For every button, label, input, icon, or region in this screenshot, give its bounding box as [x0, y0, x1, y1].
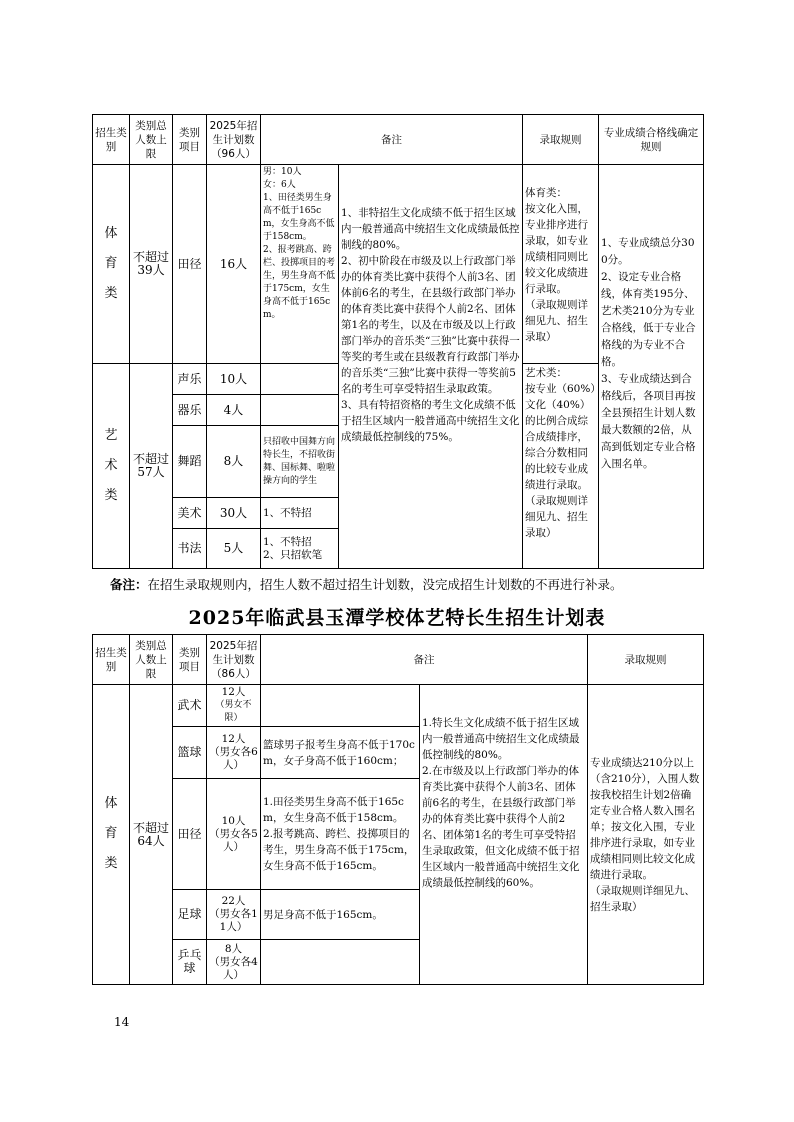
sports-count: 16人 — [207, 165, 261, 364]
arts-item-2: 舞蹈 — [173, 426, 207, 498]
t2-count-3: 22人 （男女各11人） — [207, 890, 261, 940]
t2-count-1: 12人 （男女各6人） — [207, 727, 261, 779]
t2-note-4 — [261, 940, 420, 985]
table1-qualify: 1、专业成绩总分300分。 2、设定专业合格线，体育类195分、艺术类210分为专业合格线，低于专业合格线的为专业不合格。 3、专业成绩达到合格线后，各项目再按全县预招生计划人数最大数额的2倍，从高到低划定专业合格入围名单。 — [599, 165, 704, 569]
t2-header-item: 类别项目 — [173, 635, 207, 685]
arts-count-3: 30人 — [207, 498, 261, 529]
header-plan: 2025年招生计划数（96人） — [207, 115, 261, 165]
t2-rules: 专业成绩达210分以上（含210分），入围人数按我校招生计划2倍确定专业合格人数入围名单；按文化入围，专业排序进行录取，如专业成绩相同则比较文化成绩进行录取。 （录取规则详细见九、招生录取） — [588, 685, 704, 985]
header-total: 类别总人数上限 — [130, 115, 173, 165]
arts-count-4: 5人 — [207, 529, 261, 569]
t2-item-2: 田径 — [173, 779, 207, 890]
t2-count-4: 8人 （男女各4人） — [207, 940, 261, 985]
arts-item-3: 美术 — [173, 498, 207, 529]
arts-note-0 — [261, 364, 339, 395]
t2-item-3: 足球 — [173, 890, 207, 940]
arts-category-text: 艺术类 — [104, 427, 118, 503]
t2-note-2: 1.田径类男生身高不低于165cm，女生身高不低于158cm。 2.报考跳高、跨栏、投掷项目的考生，男生身高不低于175cm，女生身高不低于165cm。 — [261, 779, 420, 890]
header-qualify: 专业成绩合格线确定规则 — [599, 115, 704, 165]
t2-count-2: 10人 （男女各5人） — [207, 779, 261, 890]
header-category: 招生类别 — [93, 115, 130, 165]
arts-count-0: 10人 — [207, 364, 261, 395]
t2-header-rules: 录取规则 — [588, 635, 704, 685]
sports-rules: 体育类： 按文化入围，专业排序进行录取，如专业成绩相同则比较文化成绩进行录取。 （录取规则详细见九、招生录取） — [523, 165, 599, 364]
t2-header-remarks: 备注 — [261, 635, 588, 685]
page-number: 14 — [114, 1015, 130, 1029]
t2-header-total: 类别总人数上限 — [130, 635, 173, 685]
arts-total: 不超过57人 — [130, 364, 173, 569]
t2-category-text: 体育类 — [104, 796, 118, 871]
footnote-text: 在招生录取规则内，招生人数不超过招生计划数，没完成招生计划数的不再进行补录。 — [147, 577, 623, 592]
t2-header-plan: 2025年招生计划数（86人） — [207, 635, 261, 685]
t2-total: 不超过64人 — [130, 685, 173, 985]
arts-item-0: 声乐 — [173, 364, 207, 395]
sports-item-note: 男：10人 女：6人 1、田径类男生身高不低于165cm，女生身高不低于158cm。 2、报考跳高、跨栏、投掷项目的考生，男生身高不低于175cm，女生身高不低于165cm。 — [261, 165, 339, 364]
sports-item: 田径 — [173, 165, 207, 364]
plan-table-1 — [92, 114, 704, 569]
arts-note-2: 只招收中国舞方向特长生，不招收街舞、国标舞、啦啦操方向的学生 — [261, 426, 339, 498]
arts-item-1: 器乐 — [173, 395, 207, 426]
sports-category — [93, 165, 130, 364]
arts-category — [93, 364, 130, 569]
t2-note-3: 男足身高不低于165cm。 — [261, 890, 420, 940]
arts-note-3: 1、不特招 — [261, 498, 339, 529]
header-rules: 录取规则 — [523, 115, 599, 165]
sports-category-text: 体育类 — [104, 225, 118, 301]
t2-count-0-value: 12人 — [221, 686, 246, 698]
sports-total: 不超过39人 — [130, 165, 173, 364]
t2-header-category: 招生类别 — [93, 635, 130, 685]
t2-count-0-sub: （男女不限） — [215, 700, 252, 723]
header-remarks: 备注 — [261, 115, 523, 165]
t2-item-0: 武术 — [173, 685, 207, 727]
arts-rules: 艺术类： 按专业（60%）文化（40%）的比例合成综合成绩排序，综合分数相同的比较专业成绩进行录取。 （录取规则详细见九、招生录取） — [523, 364, 599, 569]
table1-footnote — [110, 575, 623, 593]
t2-remarks: 1.特长生文化成绩不低于招生区域内一般普通高中统招生文化成绩最低控制线的80%。 2.在市级及以上行政部门举办的体育类比赛中获得个人前3名、团体前6名的考生，在县级行政部门举办的体育类比赛中获得个人前2名、团体第1名的考生可享受特招生录取政策，但文化成绩不低于招生区域内一般普通高中统招生文化成绩最低控制线的60%。 — [420, 685, 588, 985]
arts-item-4: 书法 — [173, 529, 207, 569]
table2-title: 2025年临武县玉潭学校体艺特长生招生计划表 — [188, 607, 606, 629]
t2-item-4: 乒乓球 — [173, 940, 207, 985]
t2-count-0 — [207, 685, 261, 727]
arts-count-1: 4人 — [207, 395, 261, 426]
arts-note-1 — [261, 395, 339, 426]
footnote-label: 备注： — [110, 577, 148, 592]
arts-count-2: 8人 — [207, 426, 261, 498]
header-item: 类别项目 — [173, 115, 207, 165]
t2-item-1: 篮球 — [173, 727, 207, 779]
table1-remarks: 1、非特招生文化成绩不低于招生区域内一般普通高中统招生文化成绩最低控制线的80%。 2、初中阶段在市级及以上行政部门举办的体育类比赛中获得个人前3名、团体前6名的考生，在县级行政部门举办的体育类比赛中获得个人前2名、团体第1名的考生，以及在市级及以上行政部门举办的音乐类“三独”比赛中获得一等奖的考生或在县级教育行政部门举办的音乐类“三独”比赛中获得一等奖前5名的考生可享受特招生录取政策。 3、具有特招资格的考生文化成绩不低于招生区域内一般普通高中统招生文化成绩最低控制线的75%。 — [339, 165, 523, 569]
t2-note-0 — [261, 685, 420, 727]
plan-table-2 — [92, 634, 704, 985]
t2-category — [93, 685, 130, 985]
t2-note-1: 篮球男子报考生身高不低于170cm，女子身高不低于160cm； — [261, 727, 420, 779]
arts-note-4: 1、不特招 2、只招软笔 — [261, 529, 339, 569]
